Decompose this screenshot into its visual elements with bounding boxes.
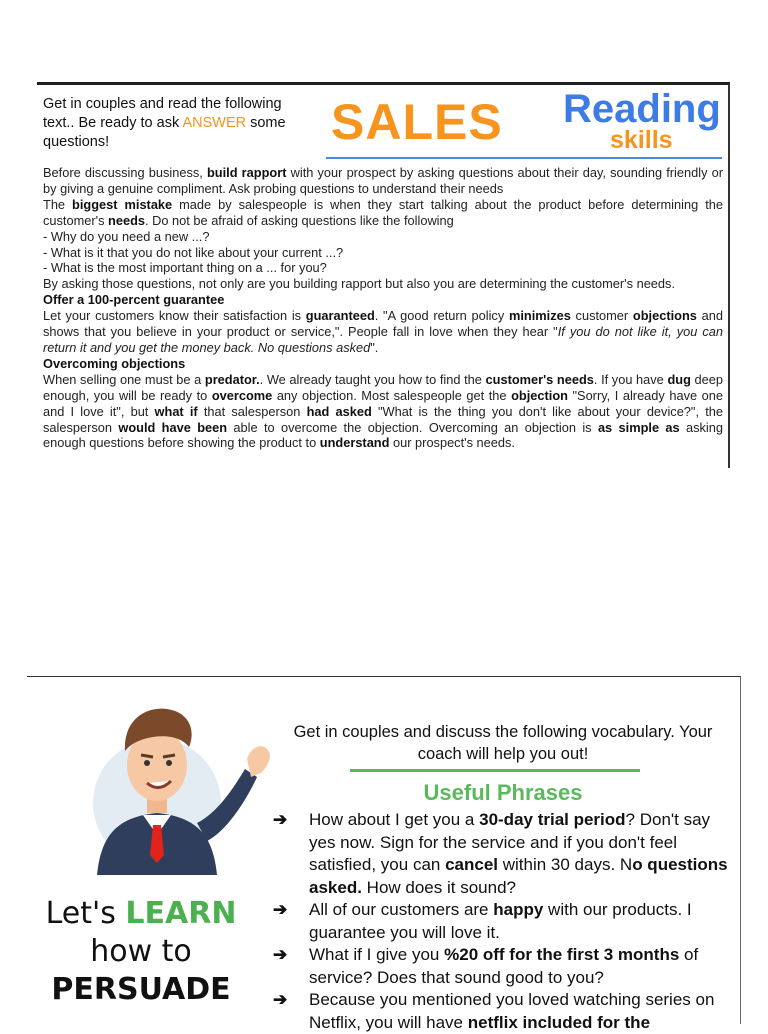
brand-skills-word: skills (610, 126, 673, 154)
instructions-text: Get in couples and read the following text.. Be ready to ask (43, 96, 282, 131)
list-item: ➔ All of our customers are happy with our products. I guarantee you will love it. (273, 900, 692, 942)
arrow-icon: ➔ (273, 990, 288, 1009)
brow-left (141, 755, 153, 757)
brand-reading-word: Reading (563, 87, 721, 131)
instructions-highlight: ANSWER (182, 115, 247, 131)
instructions-text-end: some questions! (43, 115, 286, 150)
waving-hand (247, 746, 270, 777)
learn-prefix: Let's (45, 896, 126, 931)
heading-objections: Overcoming objections (43, 355, 186, 371)
learn-persuade-heading (27, 895, 255, 1009)
paragraph-mistake: The biggest mistake made by salespeople is when they start talking about the product before determining the customer's needs. Do not be afraid of asking questions like the following (43, 196, 723, 228)
question-line: - Why do you need a new ...? (43, 228, 210, 244)
heading-guarantee: Offer a 100-percent guarantee (43, 292, 225, 308)
learn-word: LEARN (125, 896, 237, 931)
title-underline (326, 157, 722, 159)
paragraph-guarantee: Let your customers know their satisfaction is guaranteed. "A good return policy minimizes customer objections and shows that you believe in your product or service,". People fall in love when they hear "If you do not like it, you can return it and you get the money back. No questions asked". (43, 308, 724, 355)
useful-phrases-title: Useful Phrases (423, 780, 583, 805)
reading-card (37, 82, 730, 468)
phrases-list (273, 809, 733, 1034)
arrow-icon: ➔ (273, 945, 288, 964)
question-line: - What is it that you do not like about your current ...? (43, 244, 344, 260)
sales-title: SALES (331, 94, 503, 150)
eye-right (166, 760, 172, 766)
eye-left (144, 760, 150, 766)
vocabulary-card (27, 676, 741, 1032)
paragraph-objections: When selling one must be a predator.. We already taught you how to find the customer's needs. If you have dug deep enough, you will be ready to overcome any objection. Most salespeople get the objection "Sorry, I already have one and I love it", but what if that salesperson had asked "What is the thing you don't like about your device?", the salesperson would have been able to overcome the objection. Overcoming an objection is as simple as asking enough questions before showing the product to understand our prospect's needs. (43, 371, 724, 451)
paragraph-needs: By asking those questions, not only are you building rapport but also you are determining the customer's needs. (43, 276, 675, 292)
green-divider (350, 769, 640, 772)
vocabulary-instructions: Get in couples and discuss the following vocabulary. Your coach will help you out! (293, 723, 713, 763)
list-item: ➔ Because you mentioned you loved watching series on Netflix, you will have netflix included for the (273, 990, 715, 1032)
learn-how-to: how to (90, 934, 192, 969)
salesman-illustration (57, 685, 287, 875)
reading-text (43, 165, 723, 451)
paragraph-rapport: Before discussing business, build rapport with your prospect by asking questions about their day, sounding friendly or by giving a genuine compliment. Ask probing questions to understand their needs (43, 165, 723, 196)
list-item: ➔ What if I give you %20 off for the first 3 months of service? Does that sound good to you? (273, 945, 699, 987)
arrow-icon: ➔ (273, 810, 288, 829)
question-line: - What is the most important thing on a ... for you? (43, 260, 327, 276)
arrow-icon: ➔ (273, 900, 288, 919)
card-instructions (43, 95, 313, 152)
learn-persuade-word: PERSUADE (51, 972, 231, 1007)
list-item: ➔ How about I get you a 30-day trial period? Don't say yes now. Sign for the service and if you don't feel satisfied, you can cancel within 30 days. No questions asked. How does it sound? (273, 810, 728, 897)
brow-right (163, 755, 175, 757)
